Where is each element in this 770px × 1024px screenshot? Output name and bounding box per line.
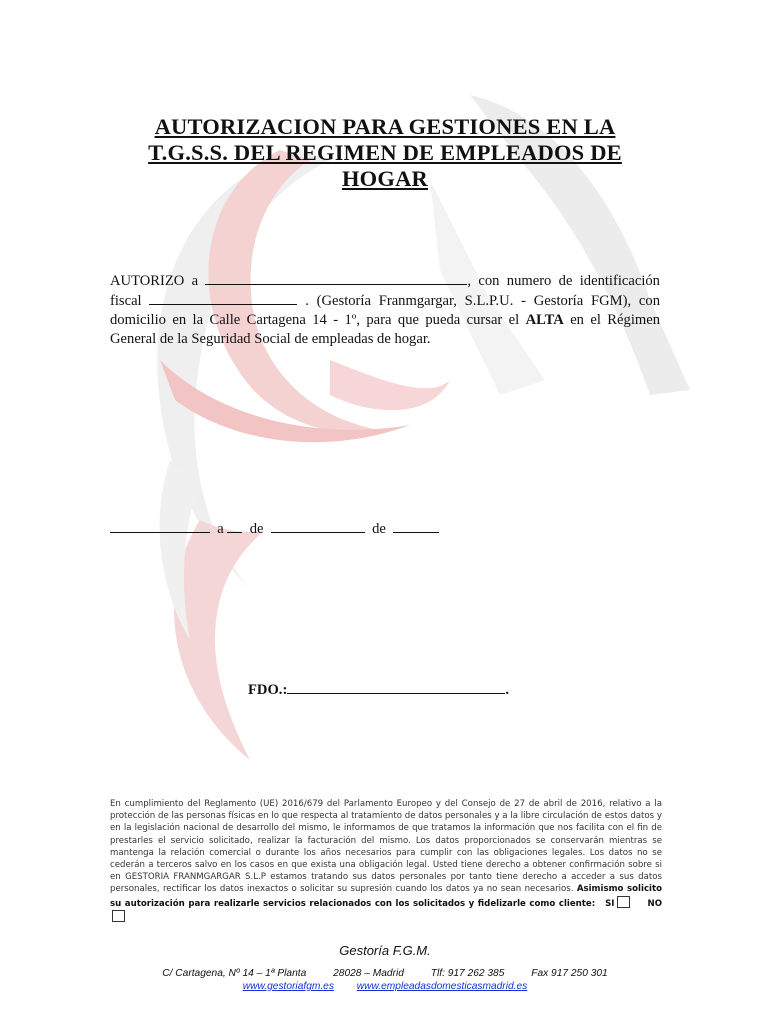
consent-question: Asimismo solicito su autorización para realizarle servicios relacionados con los solicitados y fidelizarle como cliente:: [110, 884, 662, 909]
body-text-span: . (Gestoría Franmgargar, S.L.P.U. - Gestoría FGM), con: [305, 293, 660, 309]
year-blank-field[interactable]: [393, 520, 439, 533]
signature-line: [248, 680, 509, 699]
footer-website-link[interactable]: www.gestoriafgm.es: [242, 981, 334, 992]
body-text-span: fiscal: [110, 293, 142, 309]
title-line: HOGAR: [341, 166, 428, 191]
footer-address-line: [0, 968, 770, 979]
body-line-1: [110, 271, 660, 291]
month-blank-field[interactable]: [271, 520, 365, 533]
body-line-3: [110, 311, 660, 330]
footer-secondary-website-link[interactable]: www.empleadasdomesticasmadrid.es: [356, 981, 528, 992]
authorization-paragraph: [110, 271, 660, 349]
date-de-label: de: [249, 521, 264, 537]
title-line: T.G.S.S. DEL REGIMEN DE EMPLEADOS DE: [148, 140, 622, 165]
title-line: AUTORIZACION PARA GESTIONES EN LA: [154, 114, 616, 139]
body-text-span: AUTORIZO a: [110, 273, 199, 289]
footer-links: [0, 981, 770, 992]
place-blank-field[interactable]: [110, 520, 210, 533]
body-text-span: domicilio en la Calle Cartagena 14 - 1º, para que pueda cursar el: [110, 312, 520, 328]
signature-end: .: [505, 682, 509, 698]
footer-phone: Tlf: 917 262 385: [430, 968, 505, 979]
consent-no-checkbox[interactable]: [112, 910, 125, 922]
body-text-span: , con numero de identificación: [467, 273, 660, 289]
body-line-4: General de la Seguridad Social de empleadas de hogar.: [110, 331, 431, 347]
footer-address: C/ Cartagena, Nº 14 – 1ª Planta: [162, 968, 307, 979]
body-text-span: en el Régimen: [570, 312, 660, 328]
consent-no-label: NO: [647, 898, 662, 909]
consent-yes-checkbox[interactable]: [617, 896, 630, 908]
alta-bold-text: ALTA: [525, 312, 564, 328]
body-line-2: [110, 291, 660, 311]
footer-fax: Fax 917 250 301: [531, 968, 608, 979]
day-blank-field[interactable]: [227, 520, 242, 533]
tax-id-blank-field[interactable]: [149, 291, 297, 305]
privacy-notice: [110, 798, 662, 924]
date-line: [110, 520, 439, 538]
privacy-text: En cumplimiento del Reglamento (UE) 2016/679 del Parlamento Europeo y del Consejo de 27 de abril de 2016, relativo a la protección de las personas físicas en lo que respecta al tratamiento de datos personales y a la libre circulación de estos datos y en la legislación nacional de desarrollo del mismo, le informamos de que tratamos la información que nos facilita con el fin de prestarles el servicio solicitado, realizar la facturación del mismo. Los datos proporcionados se conservarán mientras se mantenga la relación comercial o durante los años necesarios para cumplir con las obligaciones legales. Los datos no se cederán a terceros salvo en los casos en que exista una obligación legal. Usted tiene derecho a obtener confirmación sobre si en GESTORIA FRANMGARGAR S.L.P estamos tratando sus datos personales por tanto tiene derecho a acceder a sus datos personales, rectificar los datos inexactos o solicitar su supresión cuando los datos ya no sean necesarios.: [110, 799, 662, 895]
date-a-label: a: [217, 521, 224, 537]
document-title: [110, 114, 660, 192]
signature-blank-field[interactable]: [287, 680, 505, 694]
date-de-label: de: [372, 521, 386, 537]
footer-company: Gestoría F.G.M.: [339, 943, 431, 958]
consent-yes-label: SI: [605, 898, 615, 909]
signature-label: FDO.:: [248, 682, 288, 698]
footer-postal: 28028 – Madrid: [333, 968, 404, 979]
name-blank-field[interactable]: [205, 271, 467, 285]
